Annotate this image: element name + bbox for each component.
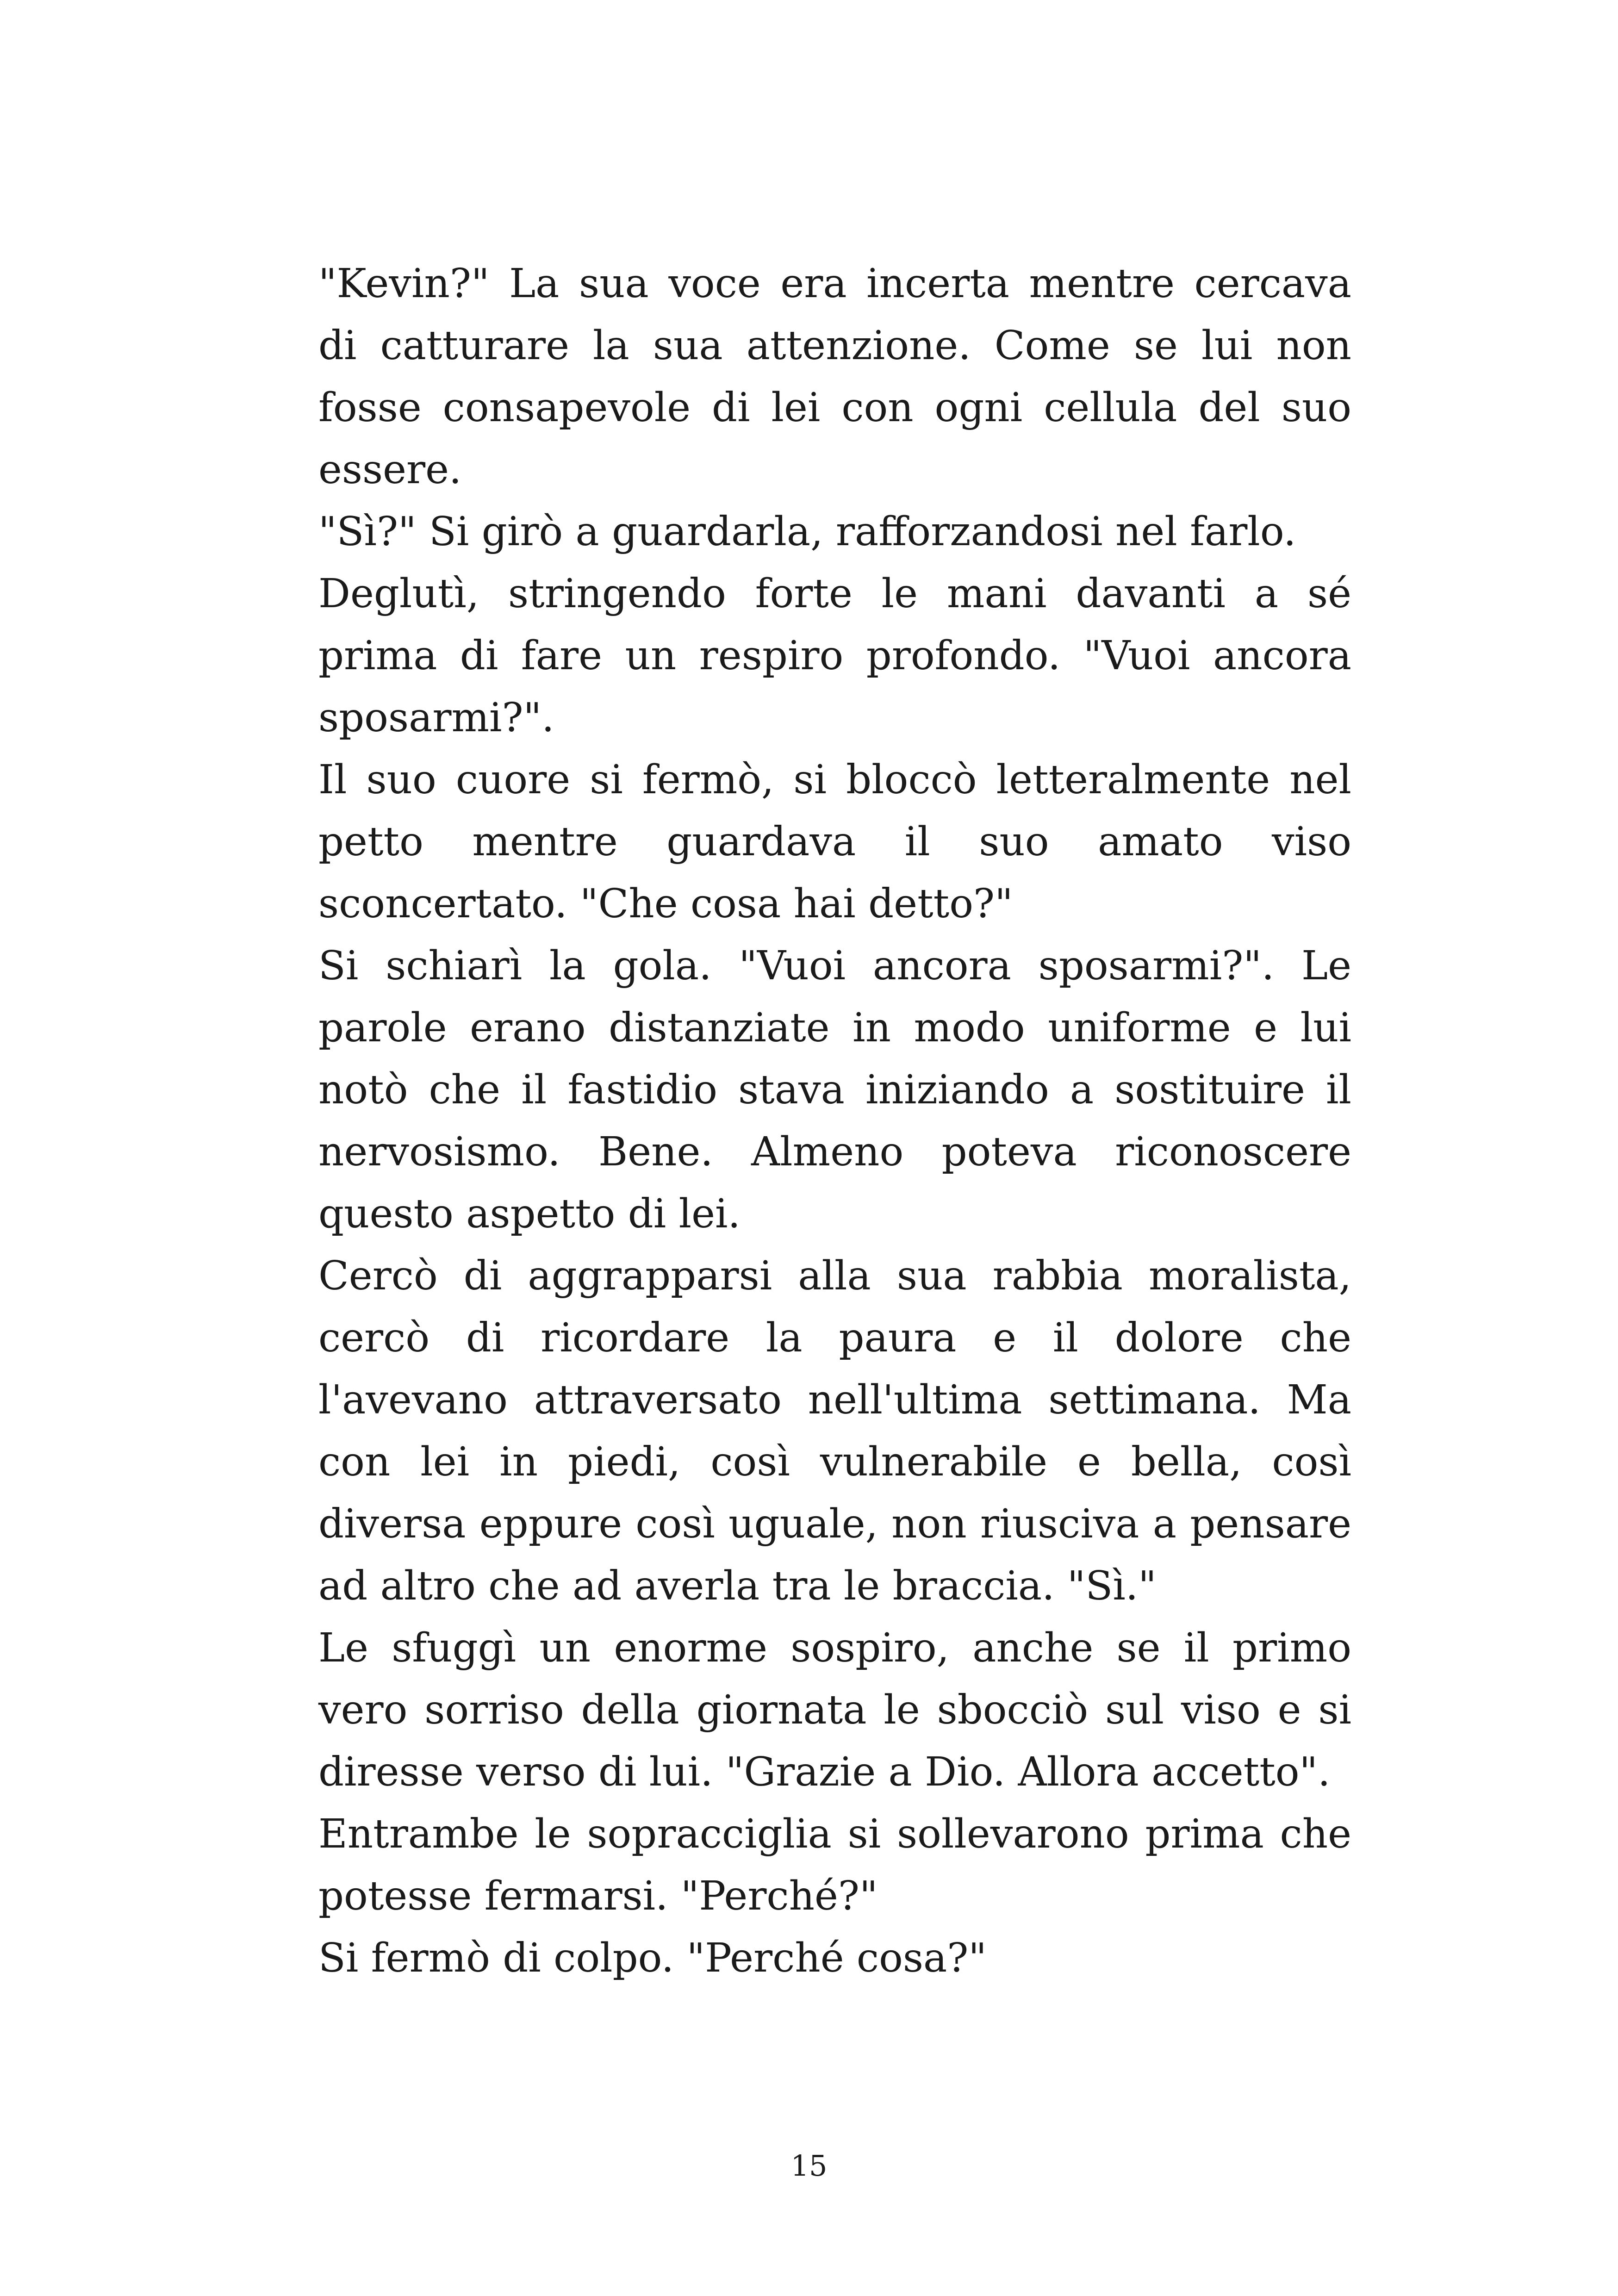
paragraph: Cercò di aggrapparsi alla sua rabbia moralista, cercò di ricordare la paura e il dolore che l'avevano attraversato nell'ultima settimana. Ma con lei in piedi, così vulnerabile e bella, così diversa eppure così uguale, non riusciva a pensare ad altro che ad averla tra le braccia. "Sì.": [318, 1253, 1351, 1609]
paragraph: Si fermò di colpo. "Perché cosa?": [318, 1935, 987, 1981]
paragraph: Deglutì, stringendo forte le mani davanti a sé prima di fare un respiro profondo. "Vuoi ancora sposarmi?".: [318, 571, 1351, 741]
body-text: [318, 253, 1351, 1989]
paragraph: Entrambe le sopracciglia si sollevarono prima che potesse fermarsi. "Perché?": [318, 1811, 1351, 1919]
paragraph: "Sì?" Si girò a guardarla, rafforzandosi nel farlo.: [318, 509, 1296, 555]
paragraph: Si schiarì la gola. "Vuoi ancora sposarmi?". Le parole erano distanziate in modo uniforme e lui notò che il fastidio stava iniziando a sostituire il nervosismo. Bene. Almeno poteva riconoscere questo aspetto di lei.: [318, 943, 1351, 1237]
paragraph: "Kevin?" La sua voce era incerta mentre cercava di catturare la sua attenzione. Come se lui non fosse consapevole di lei con ogni cellula del suo essere.: [318, 261, 1351, 493]
page-number: 15: [790, 2149, 828, 2183]
paragraph: Le sfuggì un enorme sospiro, anche se il primo vero sorriso della giornata le sbocciò sul viso e si diresse verso di lui. "Grazie a Dio. Allora accetto".: [318, 1625, 1351, 1795]
paragraph: Il suo cuore si fermò, si bloccò letteralmente nel petto mentre guardava il suo amato viso sconcertato. "Che cosa hai detto?": [318, 757, 1351, 927]
